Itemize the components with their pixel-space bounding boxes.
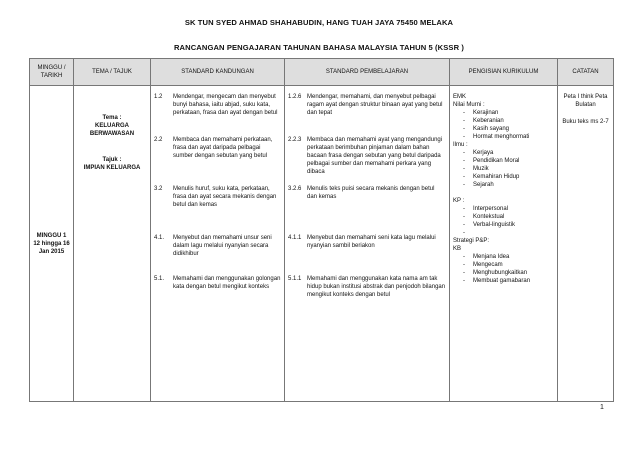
school-heading: SK TUN SYED AHMAD SHAHABUDIN, HANG TUAH JAYA 75450 MELAKA (184, 18, 454, 27)
list-item: - Membuat gamabaran (463, 278, 531, 284)
header-minggu: MINGGU / TARIKH (30, 59, 74, 86)
pk-strategi-label: Strategi P&P: (453, 238, 490, 244)
list-item: - Kerjaya (463, 150, 494, 156)
list-item: - Keberanian (463, 118, 504, 124)
tema-label: Tema : (102, 115, 122, 121)
sk-item: 3.2 Menulis huruf, suku kata, perkataan, frasa dan ayat secara mekanis dengan betul dan kemas (154, 186, 277, 208)
list-item: - Kontekstual (463, 214, 505, 220)
header-standard-pembelajaran: STANDARD PEMBELAJARAN (285, 59, 450, 86)
sk-item: 2.2 Membaca dan memahami perkataan, frasa dan ayat daripada pelbagai sumber dengan sebutan yang betul (154, 137, 273, 159)
tajuk-value: IMPIAN KELUARGA (83, 165, 141, 171)
pk-nilai-label: Nilai Murni : (453, 102, 485, 108)
pk-ilmu-label: Ilmu : (453, 142, 468, 148)
sp-item: 4.1.1 Menyebut dan memahami seni kata lagu melalui nyanyian sambil beriakon (288, 235, 436, 249)
header-pengisian-kurikulum: PENGISIAN KURIKULUM (450, 59, 558, 86)
sk-item: 5.1. Memahami dan menggunakan golongan kata dengan betul mengikut konteks (154, 276, 281, 290)
catatan-peta: Peta I think Peta Bulatan (563, 94, 608, 108)
catatan-buku-teks: Buku teks ms 2-7 (562, 119, 609, 125)
page-number: 1 (600, 404, 604, 411)
list-item: - Verbal-linguistik (463, 222, 516, 228)
cell-standard-kandungan (151, 86, 285, 402)
list-item: - Menjana Idea (463, 254, 510, 260)
sk-item: 4.1. Menyebut dan memahami unsur seni dalam lagu melalui nyanyian secara didikhibur (154, 235, 272, 257)
pk-kp-label: KP : (453, 198, 465, 204)
cell-standard-pembelajaran (285, 86, 450, 402)
sp-item: 1.2.6 Mendengar, memahami, dan menyebut pelbagai ragam ayat dengan struktur binaan ayat yang betul dan tepat (288, 94, 443, 116)
header-tema: TEMA / TAJUK (74, 59, 151, 86)
cell-tema (74, 86, 151, 402)
cell-minggu (30, 86, 74, 402)
sp-item: 5.1.1 Memahami dan menggunakan kata nama am tak hidup bukan institusi abstrak dan penjodoh bilangan mengikut konteks dengan betul (288, 276, 446, 298)
list-item: - Mengecam (463, 262, 503, 268)
document-title: RANCANGAN PENGAJARAN TAHUNAN BAHASA MALAYSIA TAHUN 5 (KSSR ) (173, 43, 465, 52)
list-item: - Hormat menghormati (463, 134, 530, 140)
pk-emk: EMK (453, 94, 467, 100)
list-item: - Muzik (463, 166, 489, 172)
pk-kb-label: KB (453, 246, 462, 252)
sp-item: 2.2.3 Membaca dan memahami ayat yang mengandungi perkataan berimbuhan pinjaman dalam bahan bacaan frasa dengan sebutan yang betul daripada pelbagai sumber dan memahami perkara yang dibaca (288, 137, 443, 175)
cell-catatan (558, 86, 614, 402)
list-item: - Pendidikan Moral (463, 158, 520, 164)
header-standard-kandungan: STANDARD KANDUNGAN (151, 59, 285, 86)
table-header-row (30, 59, 614, 86)
cell-pengisian-kurikulum (450, 86, 558, 402)
list-item: - Menghubungkaitkan (463, 270, 528, 276)
sp-item: 3.2.6 Menulis teks puisi secara mekanis dengan betul dan kemas (288, 186, 435, 200)
rpt-table (29, 58, 614, 402)
minggu-text: MINGGU 1 12 hingga 16 Jan 2015 (33, 232, 70, 255)
list-item: - Sejarah (463, 182, 494, 188)
tema-value: KELUARGA BERWAWASAN (89, 123, 135, 137)
list-item: - Kasih sayang (463, 126, 510, 132)
list-item: - Kemahiran Hidup (463, 174, 520, 180)
table-row (30, 86, 614, 402)
sk-item: 1.2 Mendengar, mengecam dan menyebut bunyi bahasa, iaitu abjad, suku kata, perkataan, frasa dan ayat dengan betul (154, 94, 278, 116)
list-item: - Kerajinan (463, 110, 499, 116)
tajuk-label: Tajuk : (102, 157, 122, 163)
header-catatan: CATATAN (558, 59, 614, 86)
list-item: - Interpersonal (463, 206, 509, 212)
list-item: - (463, 230, 465, 236)
